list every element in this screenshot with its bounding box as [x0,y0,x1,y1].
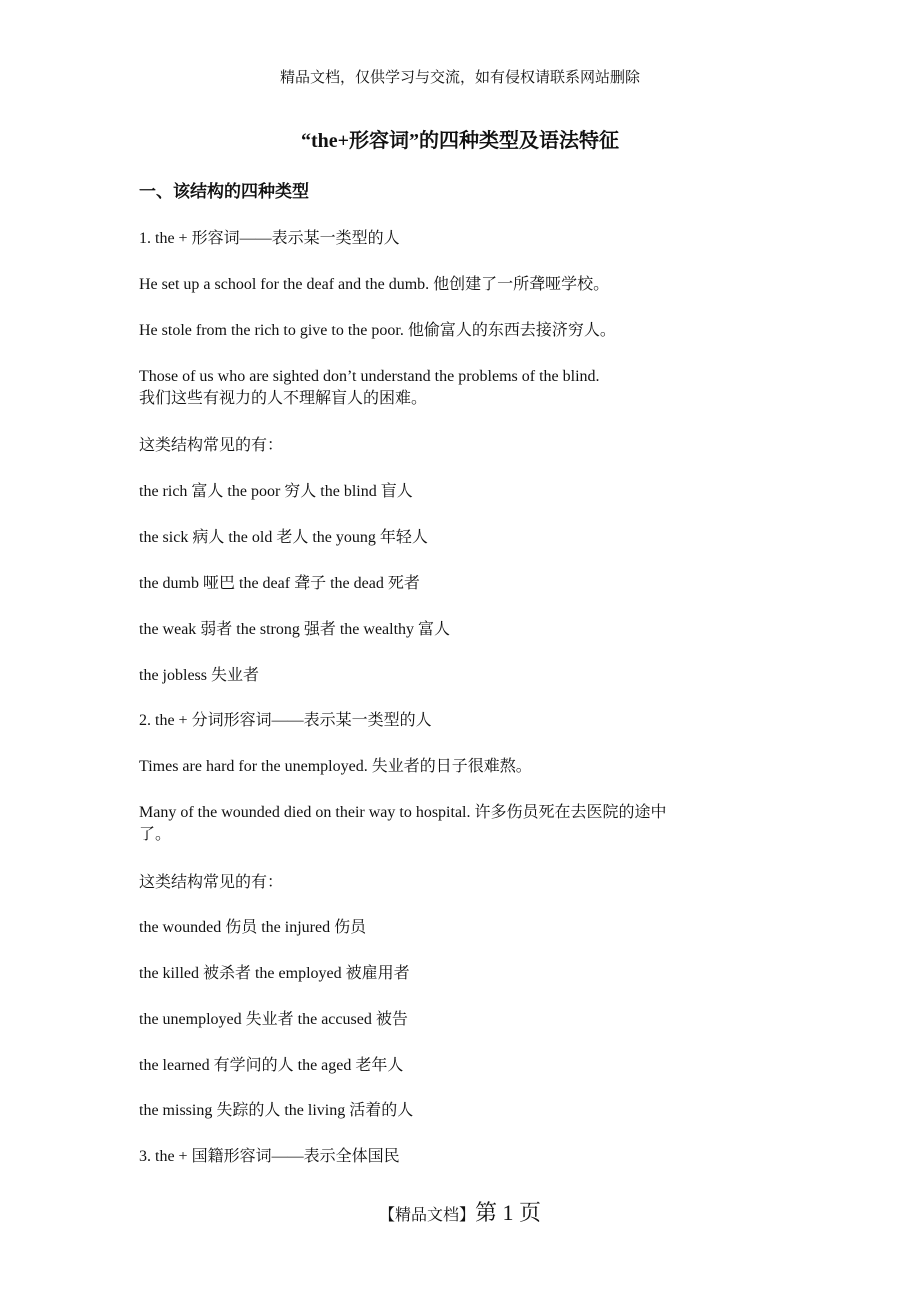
vocab-line: the rich 富人 the poor 穷人 the blind 盲人 [139,483,413,500]
paragraph: 这类结构常见的有： [139,437,284,454]
vocab-line: the dumb 哑巴 the deaf 聋子 the dead 死者 [139,575,420,592]
example-translation: 我们这些有视力的人不理解盲人的困难。 [139,390,428,407]
page-number: 第 1 页 [475,1200,542,1225]
example-sentence: He set up a school for the deaf and the dumb. 他创建了一所聋哑学校。 [139,276,610,293]
example-sentence: Many of the wounded died on their way to hospital. 许多伤员死在去医院的途中 [139,804,667,821]
vocab-line: the learned 有学问的人 the aged 老年人 [139,1057,404,1074]
footer-label: 【精品文档】 [378,1207,475,1224]
example-sentence: He stole from the rich to give to the poor. 他偷富人的东西去接济穷人。 [139,322,616,339]
subheading: 2. the + 分词形容词——表示某一类型的人 [139,712,432,729]
document-title: “the+形容词”的四种类型及语法特征 [300,130,620,152]
page-footer [0,1196,920,1227]
example-sentence-cont: 了。 [139,826,172,843]
vocab-line: the jobless 失业者 [139,667,259,684]
vocab-line: the killed 被杀者 the employed 被雇用者 [139,965,410,982]
vocab-line: the unemployed 失业者 the accused 被告 [139,1011,408,1028]
subheading: 1. the + 形容词——表示某一类型的人 [139,230,400,247]
vocab-line: the weak 弱者 the strong 强者 the wealthy 富人 [139,621,451,638]
example-sentence: Those of us who are sighted don’t understand the problems of the blind. [139,368,600,385]
subheading: 3. the + 国籍形容词——表示全体国民 [139,1148,400,1165]
section-heading: 一、该结构的四种类型 [139,182,309,201]
page-header: 精品文档，仅供学习与交流，如有侵权请联系网站删除 [279,70,640,86]
vocab-line: the wounded 伤员 the injured 伤员 [139,919,367,936]
vocab-line: the missing 失踪的人 the living 活着的人 [139,1102,414,1119]
paragraph: 这类结构常见的有： [139,874,284,891]
vocab-line: the sick 病人 the old 老人 the young 年轻人 [139,529,428,546]
example-sentence: Times are hard for the unemployed. 失业者的日子很难熬。 [139,758,532,775]
